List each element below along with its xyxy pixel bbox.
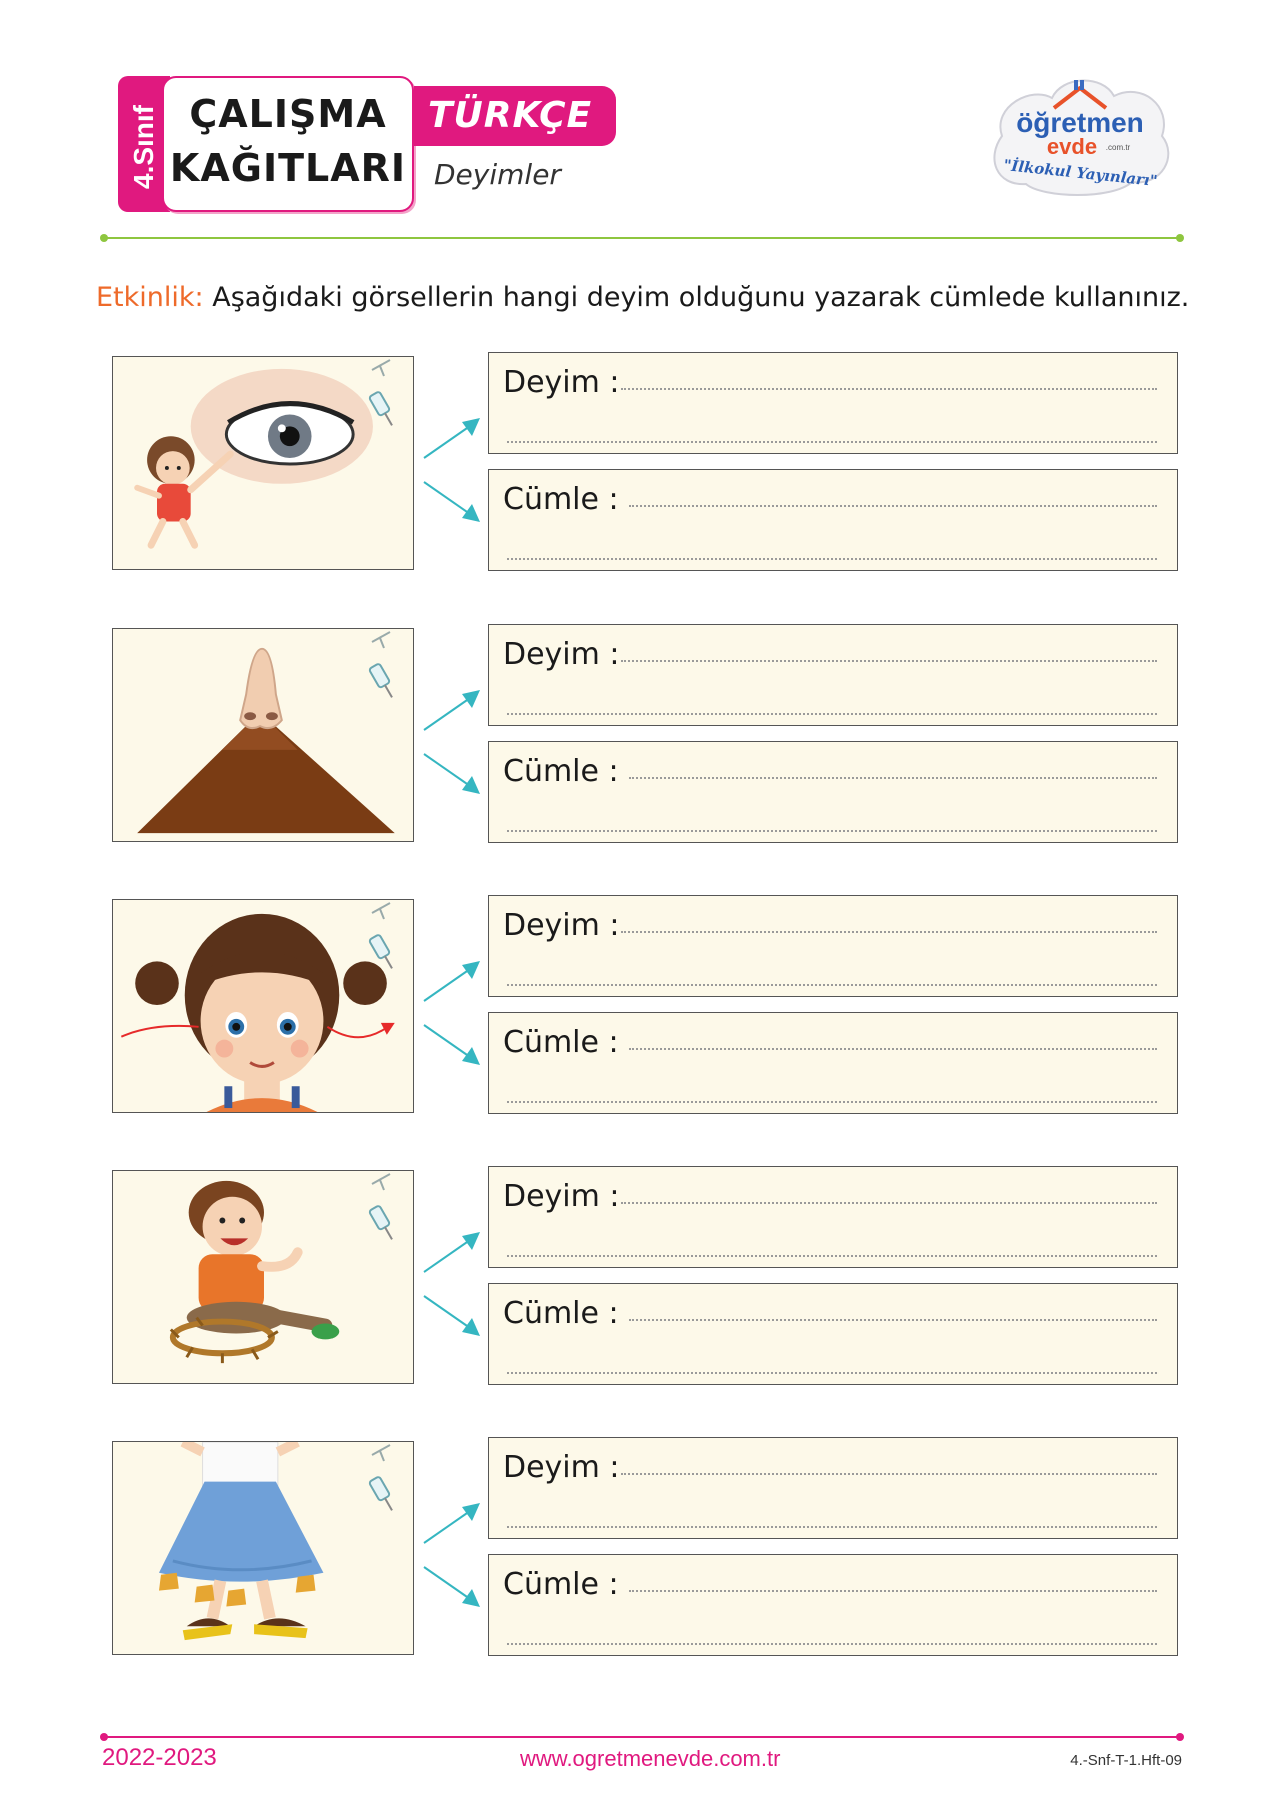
idiom-answer-line[interactable] <box>507 1255 1157 1257</box>
idiom-answer-line[interactable] <box>621 388 1157 390</box>
activity-item <box>0 628 1280 844</box>
arrow-icons <box>418 658 486 808</box>
logo-text-ogretmen: öğretmen <box>1016 107 1144 138</box>
sentence-answer-box <box>488 1554 1178 1656</box>
idiom-answer-line[interactable] <box>507 984 1157 986</box>
sentence-answer-box <box>488 1283 1178 1385</box>
cumle-label: Cümle : <box>503 1025 619 1060</box>
header-divider <box>104 237 1180 239</box>
idiom-answer-box <box>488 352 1178 454</box>
footer-website-link[interactable]: www.ogretmenevde.com.tr <box>520 1746 781 1771</box>
activity-instruction <box>96 282 1189 313</box>
sentence-answer-line[interactable] <box>629 1319 1157 1321</box>
idiom-answer-line[interactable] <box>507 713 1157 715</box>
idiom-answer-line[interactable] <box>621 1202 1157 1204</box>
sentence-answer-line[interactable] <box>629 1590 1157 1592</box>
footer-divider <box>104 1736 1180 1738</box>
sentence-answer-line[interactable] <box>507 830 1157 832</box>
pushpin-icon <box>362 1441 402 1517</box>
arrow-icons <box>418 386 486 536</box>
deyim-label: Deyim : <box>503 1450 620 1485</box>
activity-item <box>0 899 1280 1115</box>
idiom-answer-line[interactable] <box>507 1526 1157 1528</box>
sentence-answer-line[interactable] <box>507 1372 1157 1374</box>
idiom-answer-line[interactable] <box>621 931 1157 933</box>
title-line-2: KAĞITLARI <box>169 146 407 190</box>
pushpin-icon <box>362 356 402 432</box>
sentence-answer-line[interactable] <box>507 558 1157 560</box>
activity-item <box>0 356 1280 572</box>
footer-dot-right <box>1176 1733 1184 1741</box>
divider-dot-left <box>100 234 108 242</box>
deyim-label: Deyim : <box>503 365 620 400</box>
deyim-label: Deyim : <box>503 908 620 943</box>
sentence-answer-line[interactable] <box>507 1643 1157 1645</box>
topic-label: Deyimler <box>434 158 561 191</box>
sentence-answer-line[interactable] <box>507 1101 1157 1103</box>
sentence-answer-line[interactable] <box>629 505 1157 507</box>
deyim-label: Deyim : <box>503 1179 620 1214</box>
footer-document-code: 4.-Snf-T-1.Hft-09 <box>1070 1752 1182 1769</box>
footer-year: 2022-2023 <box>102 1744 217 1771</box>
grade-label: 4.Sınıf <box>128 104 159 190</box>
sentence-answer-box <box>488 469 1178 571</box>
logo-text-domain: .com.tr <box>1105 143 1131 152</box>
sentence-answer-box <box>488 1012 1178 1114</box>
pushpin-icon <box>362 1170 402 1246</box>
instruction-label: Etkinlik: <box>96 282 204 313</box>
deyim-label: Deyim : <box>503 637 620 672</box>
idiom-answer-line[interactable] <box>621 1473 1157 1475</box>
sentence-answer-line[interactable] <box>629 777 1157 779</box>
sentence-answer-line[interactable] <box>629 1048 1157 1050</box>
subject-badge: TÜRKÇE <box>414 86 616 146</box>
publisher-logo <box>982 66 1178 216</box>
idiom-answer-box <box>488 895 1178 997</box>
idiom-answer-box <box>488 1166 1178 1268</box>
logo-text-evde: evde <box>1046 134 1098 159</box>
idiom-answer-line[interactable] <box>507 441 1157 443</box>
arrow-icons <box>418 929 486 1079</box>
cumle-label: Cümle : <box>503 1296 619 1331</box>
pushpin-icon <box>362 899 402 975</box>
activity-item <box>0 1170 1280 1386</box>
cumle-label: Cümle : <box>503 1567 619 1602</box>
activity-item <box>0 1441 1280 1657</box>
sentence-answer-box <box>488 741 1178 843</box>
idiom-answer-box <box>488 624 1178 726</box>
worksheet-header <box>118 70 630 216</box>
arrow-icons <box>418 1471 486 1621</box>
pushpin-icon <box>362 628 402 704</box>
cumle-label: Cümle : <box>503 482 619 517</box>
idiom-answer-line[interactable] <box>621 660 1157 662</box>
arrow-icons <box>418 1200 486 1350</box>
title-line-1: ÇALIŞMA <box>189 92 387 136</box>
footer-dot-left <box>100 1733 108 1741</box>
instruction-text: Aşağıdaki görsellerin hangi deyim olduğunu yazarak cümlede kullanınız. <box>203 282 1190 313</box>
logo-slogan: "İlkokul Yayınları" <box>1002 155 1159 191</box>
divider-dot-right <box>1176 234 1184 242</box>
title-box <box>162 76 414 212</box>
idiom-answer-box <box>488 1437 1178 1539</box>
cumle-label: Cümle : <box>503 754 619 789</box>
